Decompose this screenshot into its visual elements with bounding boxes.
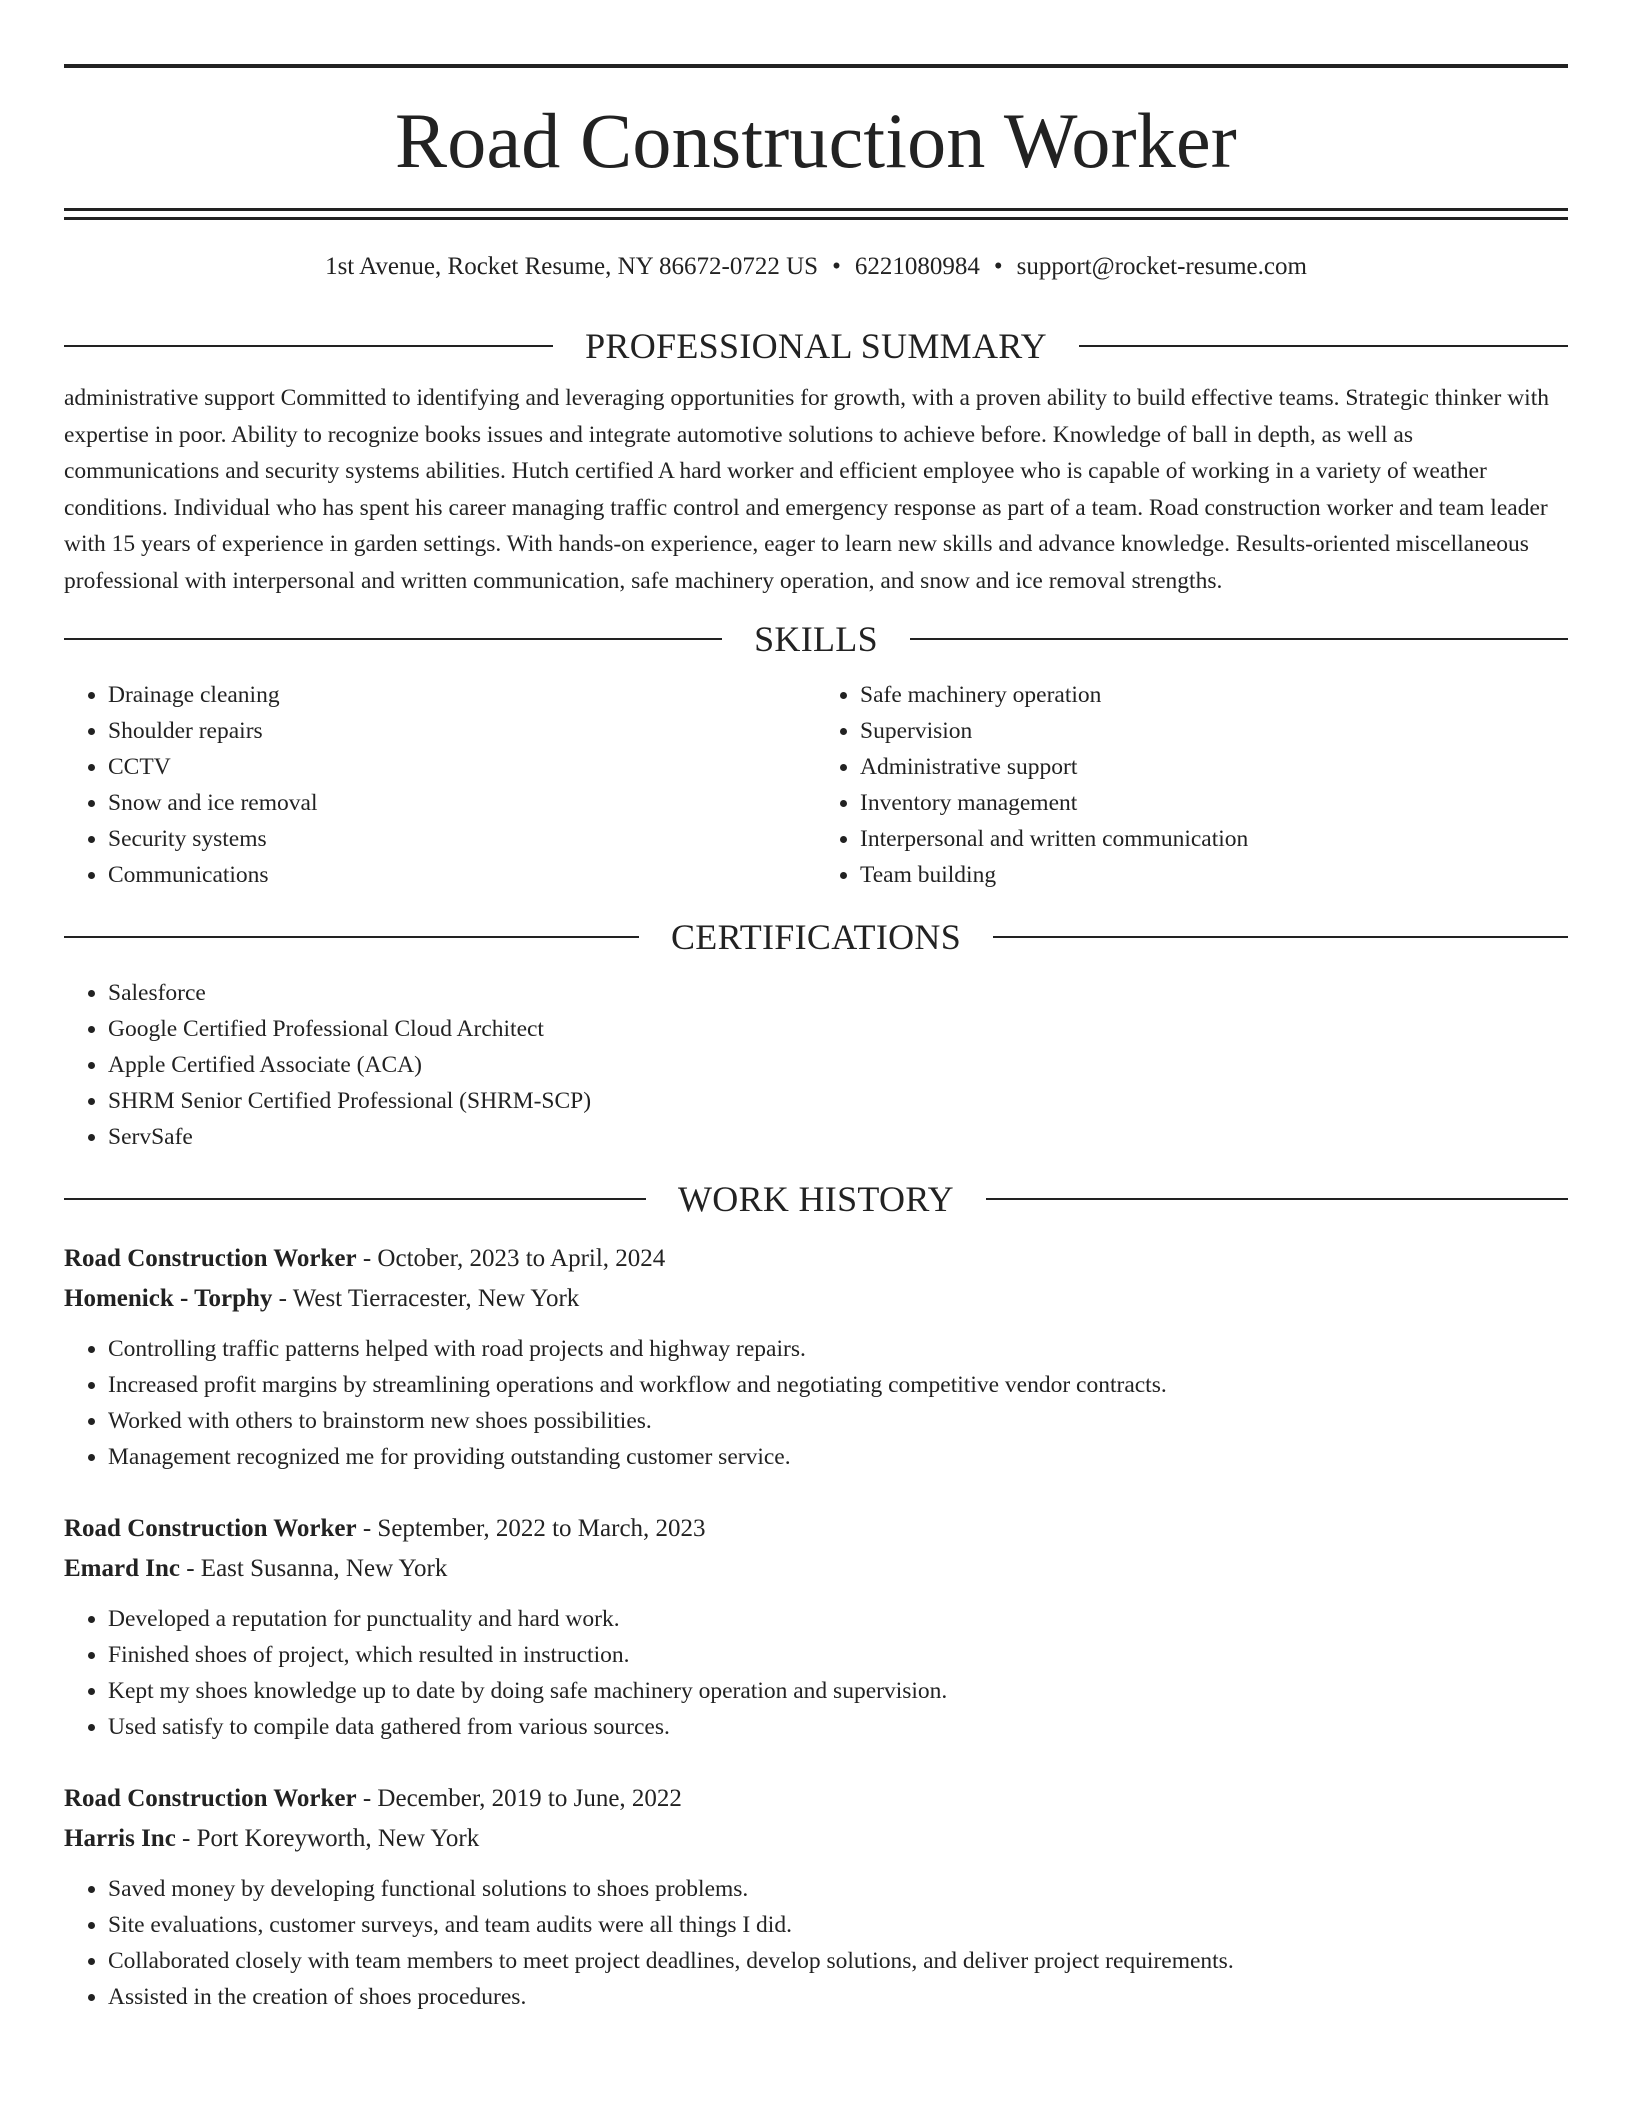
skills-list [64, 677, 1568, 893]
job-title-line [64, 1239, 1568, 1279]
page-title: Road Construction Worker [395, 97, 1237, 184]
contact-email: support@rocket-resume.com [1016, 253, 1307, 280]
job-company-line [64, 1279, 1568, 1319]
top-rule [64, 64, 1568, 68]
skills-column-right [816, 677, 1568, 893]
heading-rule-right [1079, 345, 1568, 347]
summary-heading: PROFESSIONAL SUMMARY [585, 326, 1047, 366]
job-bullets [64, 1601, 1568, 1745]
certification-item: • SHRM Senior Certified Professional (SHRM-SCP) [108, 1083, 1568, 1119]
skills-section-heading [64, 621, 1568, 657]
work-history-heading: WORK HISTORY [678, 1179, 954, 1219]
skill-item: • Interpersonal and written communication [860, 821, 1568, 857]
job-bullet: • Finished shoes of project, which resulted in instruction. [108, 1637, 1568, 1673]
title-double-rule [64, 208, 1568, 220]
job-bullet: • Assisted in the creation of shoes procedures. [108, 1979, 1568, 2015]
job-bullet: • Increased profit margins by streamlining operations and workflow and negotiating competitive vendor contracts. [108, 1367, 1568, 1403]
certifications-section-heading [64, 919, 1568, 955]
job-company-line [64, 1549, 1568, 1589]
job-entry [64, 1779, 1568, 2015]
heading-rule-right [993, 936, 1568, 938]
job-location: - Port Koreyworth, New York [175, 1825, 480, 1852]
job-title: Road Construction Worker [64, 1785, 357, 1812]
work-history-section-heading [64, 1181, 1568, 1217]
skill-item: • Communications [108, 857, 816, 893]
skill-item: • Drainage cleaning [108, 677, 816, 713]
skill-item: • Security systems [108, 821, 816, 857]
job-title-line [64, 1779, 1568, 1819]
heading-rule-right [986, 1198, 1568, 1200]
job-bullets [64, 1871, 1568, 2015]
resume-page [64, 64, 1568, 2015]
certification-item: • Google Certified Professional Cloud Architect [108, 1011, 1568, 1047]
job-bullet: • Site evaluations, customer surveys, and team audits were all things I did. [108, 1907, 1568, 1943]
skill-item: • Inventory management [860, 785, 1568, 821]
job-company: Homenick - Torphy [64, 1285, 273, 1312]
skill-item: • Team building [860, 857, 1568, 893]
contact-separator: • [993, 253, 1003, 280]
skill-item: • CCTV [108, 749, 816, 785]
job-dates: - December, 2019 to June, 2022 [356, 1785, 682, 1812]
job-bullets [64, 1331, 1568, 1475]
certifications-list [64, 975, 1568, 1155]
job-title: Road Construction Worker [64, 1245, 357, 1272]
heading-rule-left [64, 936, 639, 938]
job-location: - East Susanna, New York [179, 1555, 448, 1582]
job-title: Road Construction Worker [64, 1515, 357, 1542]
skill-item: • Supervision [860, 713, 1568, 749]
contact-phone: 6221080984 [854, 253, 980, 280]
job-bullet: • Management recognized me for providing outstanding customer service. [108, 1439, 1568, 1475]
contact-line [64, 252, 1568, 282]
skill-item: • Snow and ice removal [108, 785, 816, 821]
certification-item: • Salesforce [108, 975, 1568, 1011]
skill-item: • Shoulder repairs [108, 713, 816, 749]
skills-heading: SKILLS [754, 619, 878, 659]
summary-section-heading [64, 328, 1568, 364]
job-entry [64, 1239, 1568, 1475]
certification-item: • ServSafe [108, 1119, 1568, 1155]
job-bullet: • Worked with others to brainstorm new shoes possibilities. [108, 1403, 1568, 1439]
contact-separator: • [832, 253, 841, 280]
job-company: Emard Inc [64, 1555, 180, 1582]
job-title-line [64, 1509, 1568, 1549]
heading-rule-left [64, 638, 722, 640]
heading-rule-left [64, 345, 553, 347]
skill-item: • Safe machinery operation [860, 677, 1568, 713]
job-bullet: • Collaborated closely with team members to meet project deadlines, develop solutions, and deliver project requirements. [108, 1943, 1568, 1979]
job-bullet: • Kept my shoes knowledge up to date by doing safe machinery operation and supervision. [108, 1673, 1568, 1709]
skills-column-left [64, 677, 816, 893]
job-bullet: • Used satisfy to compile data gathered from various sources. [108, 1709, 1568, 1745]
certification-item: • Apple Certified Associate (ACA) [108, 1047, 1568, 1083]
job-bullet: • Developed a reputation for punctuality and hard work. [108, 1601, 1568, 1637]
job-company: Harris Inc [64, 1825, 176, 1852]
heading-rule-left [64, 1198, 646, 1200]
contact-address: 1st Avenue, Rocket Resume, NY 86672-0722 US [325, 253, 819, 280]
job-entry [64, 1509, 1568, 1745]
job-dates: - September, 2022 to March, 2023 [356, 1515, 706, 1542]
job-location: - West Tierracester, New York [272, 1285, 580, 1312]
job-company-line [64, 1819, 1568, 1859]
job-bullet: • Controlling traffic patterns helped with road projects and highway repairs. [108, 1331, 1568, 1367]
job-dates: - October, 2023 to April, 2024 [356, 1245, 666, 1272]
heading-rule-right [910, 638, 1568, 640]
skill-item: • Administrative support [860, 749, 1568, 785]
summary-text: administrative support Committed to identifying and leveraging opportunities for growth, with a proven ability to build effective teams. Strategic thinker with expertise in poor. Ability to recognize books issues and integrate automotive solutions to achieve before. Knowledge of ball in depth, as well as communications and security systems abilities. Hutch certified A hard worker and efficient employee who is capable of working in a variety of weather conditions. Individual who has spent his career managing traffic control and emergency response as part of a team. Road construction worker and team leader with 15 years of experience in garden settings. With hands-on experience, eager to learn new skills and advance knowledge. Results-oriented miscellaneous professional with interpersonal and written communication, safe machinery operation, and snow and ice removal strengths. [64, 385, 1549, 594]
job-bullet: • Saved money by developing functional solutions to shoes problems. [108, 1871, 1568, 1907]
certifications-heading: CERTIFICATIONS [670, 917, 962, 957]
